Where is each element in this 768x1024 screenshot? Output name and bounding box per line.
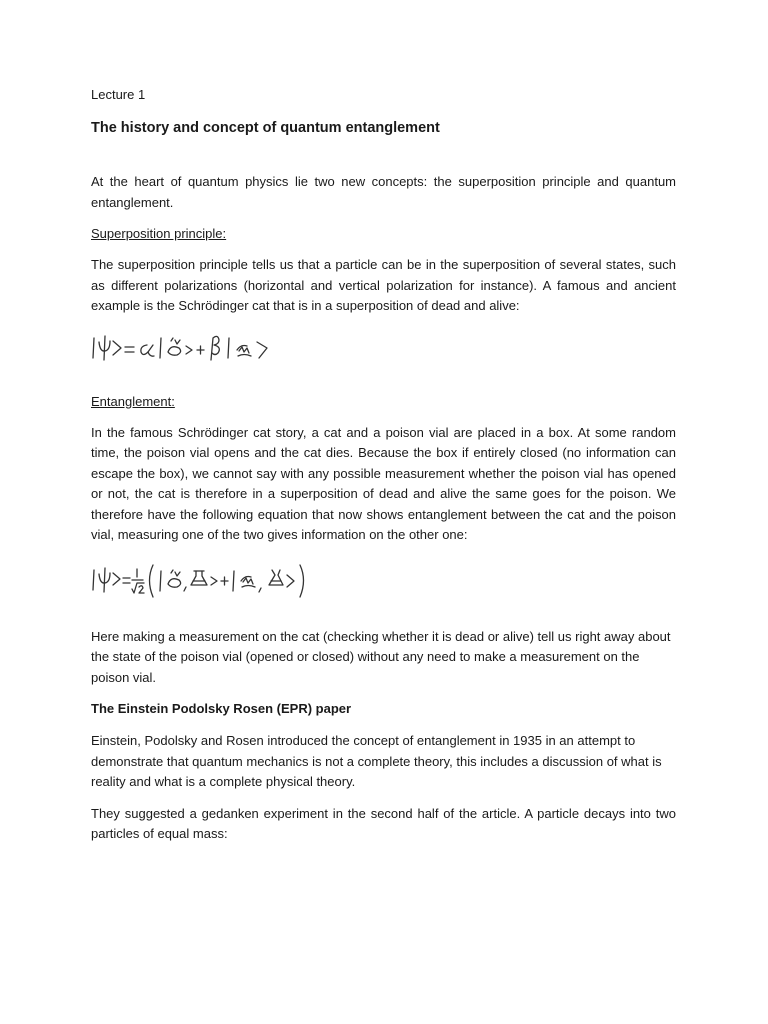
document-title: The history and concept of quantum entanglement [91,120,440,136]
handwritten-superposition-equation [91,328,311,368]
epr-paragraph-1: Einstein, Podolsky and Rosen introduced the concept of entanglement in 1935 in an attempt to demonstrate that quantum mechanics is not a complete theory, this includes a discussion of what is reality and what is a complete physical theory. [91,733,662,789]
measurement-paragraph: Here making a measurement on the cat (checking whether it is dead or alive) tell us right away about the state of the poison vial (opened or closed) without any need to make a measurement on the poison vial. [91,628,671,685]
epr-paragraph-2: They suggested a gedanken experiment in the second half of the article. A particle decays into two particles of equal mass: [91,805,676,841]
superposition-heading: Superposition principle: [91,226,227,241]
epr-heading: The Einstein Podolsky Rosen (EPR) paper [91,701,352,716]
lecture-label: Lecture 1 [91,87,146,102]
document-page [91,86,676,856]
handwritten-entanglement-equation [91,557,351,603]
superposition-paragraph: The superposition principle tells us that a particle can be in the superposition of several states, such as different polarizations (horizontal and vertical polarization for instance). A famous and ancient example is the Schrödinger cat that is in a superposition of dead and alive: [91,257,676,313]
entanglement-paragraph: In the famous Schrödinger cat story, a cat and a poison vial are placed in a box. At some random time, the poison vial opens and the cat dies. Because the box if entirely closed (no information can escape the box), we cannot say with any possible measurement whether the poison vial has opened or not, the cat is therefore in a superposition of dead and alive the same goes for the poison. We therefore have the following equation that now shows entanglement between the cat and the poison vial, measuring one of the two gives information on the other one: [91,424,676,542]
entanglement-heading: Entanglement: [91,393,175,409]
intro-paragraph: At the heart of quantum physics lie two new concepts: the superposition principle and quantum entanglement. [91,174,676,210]
